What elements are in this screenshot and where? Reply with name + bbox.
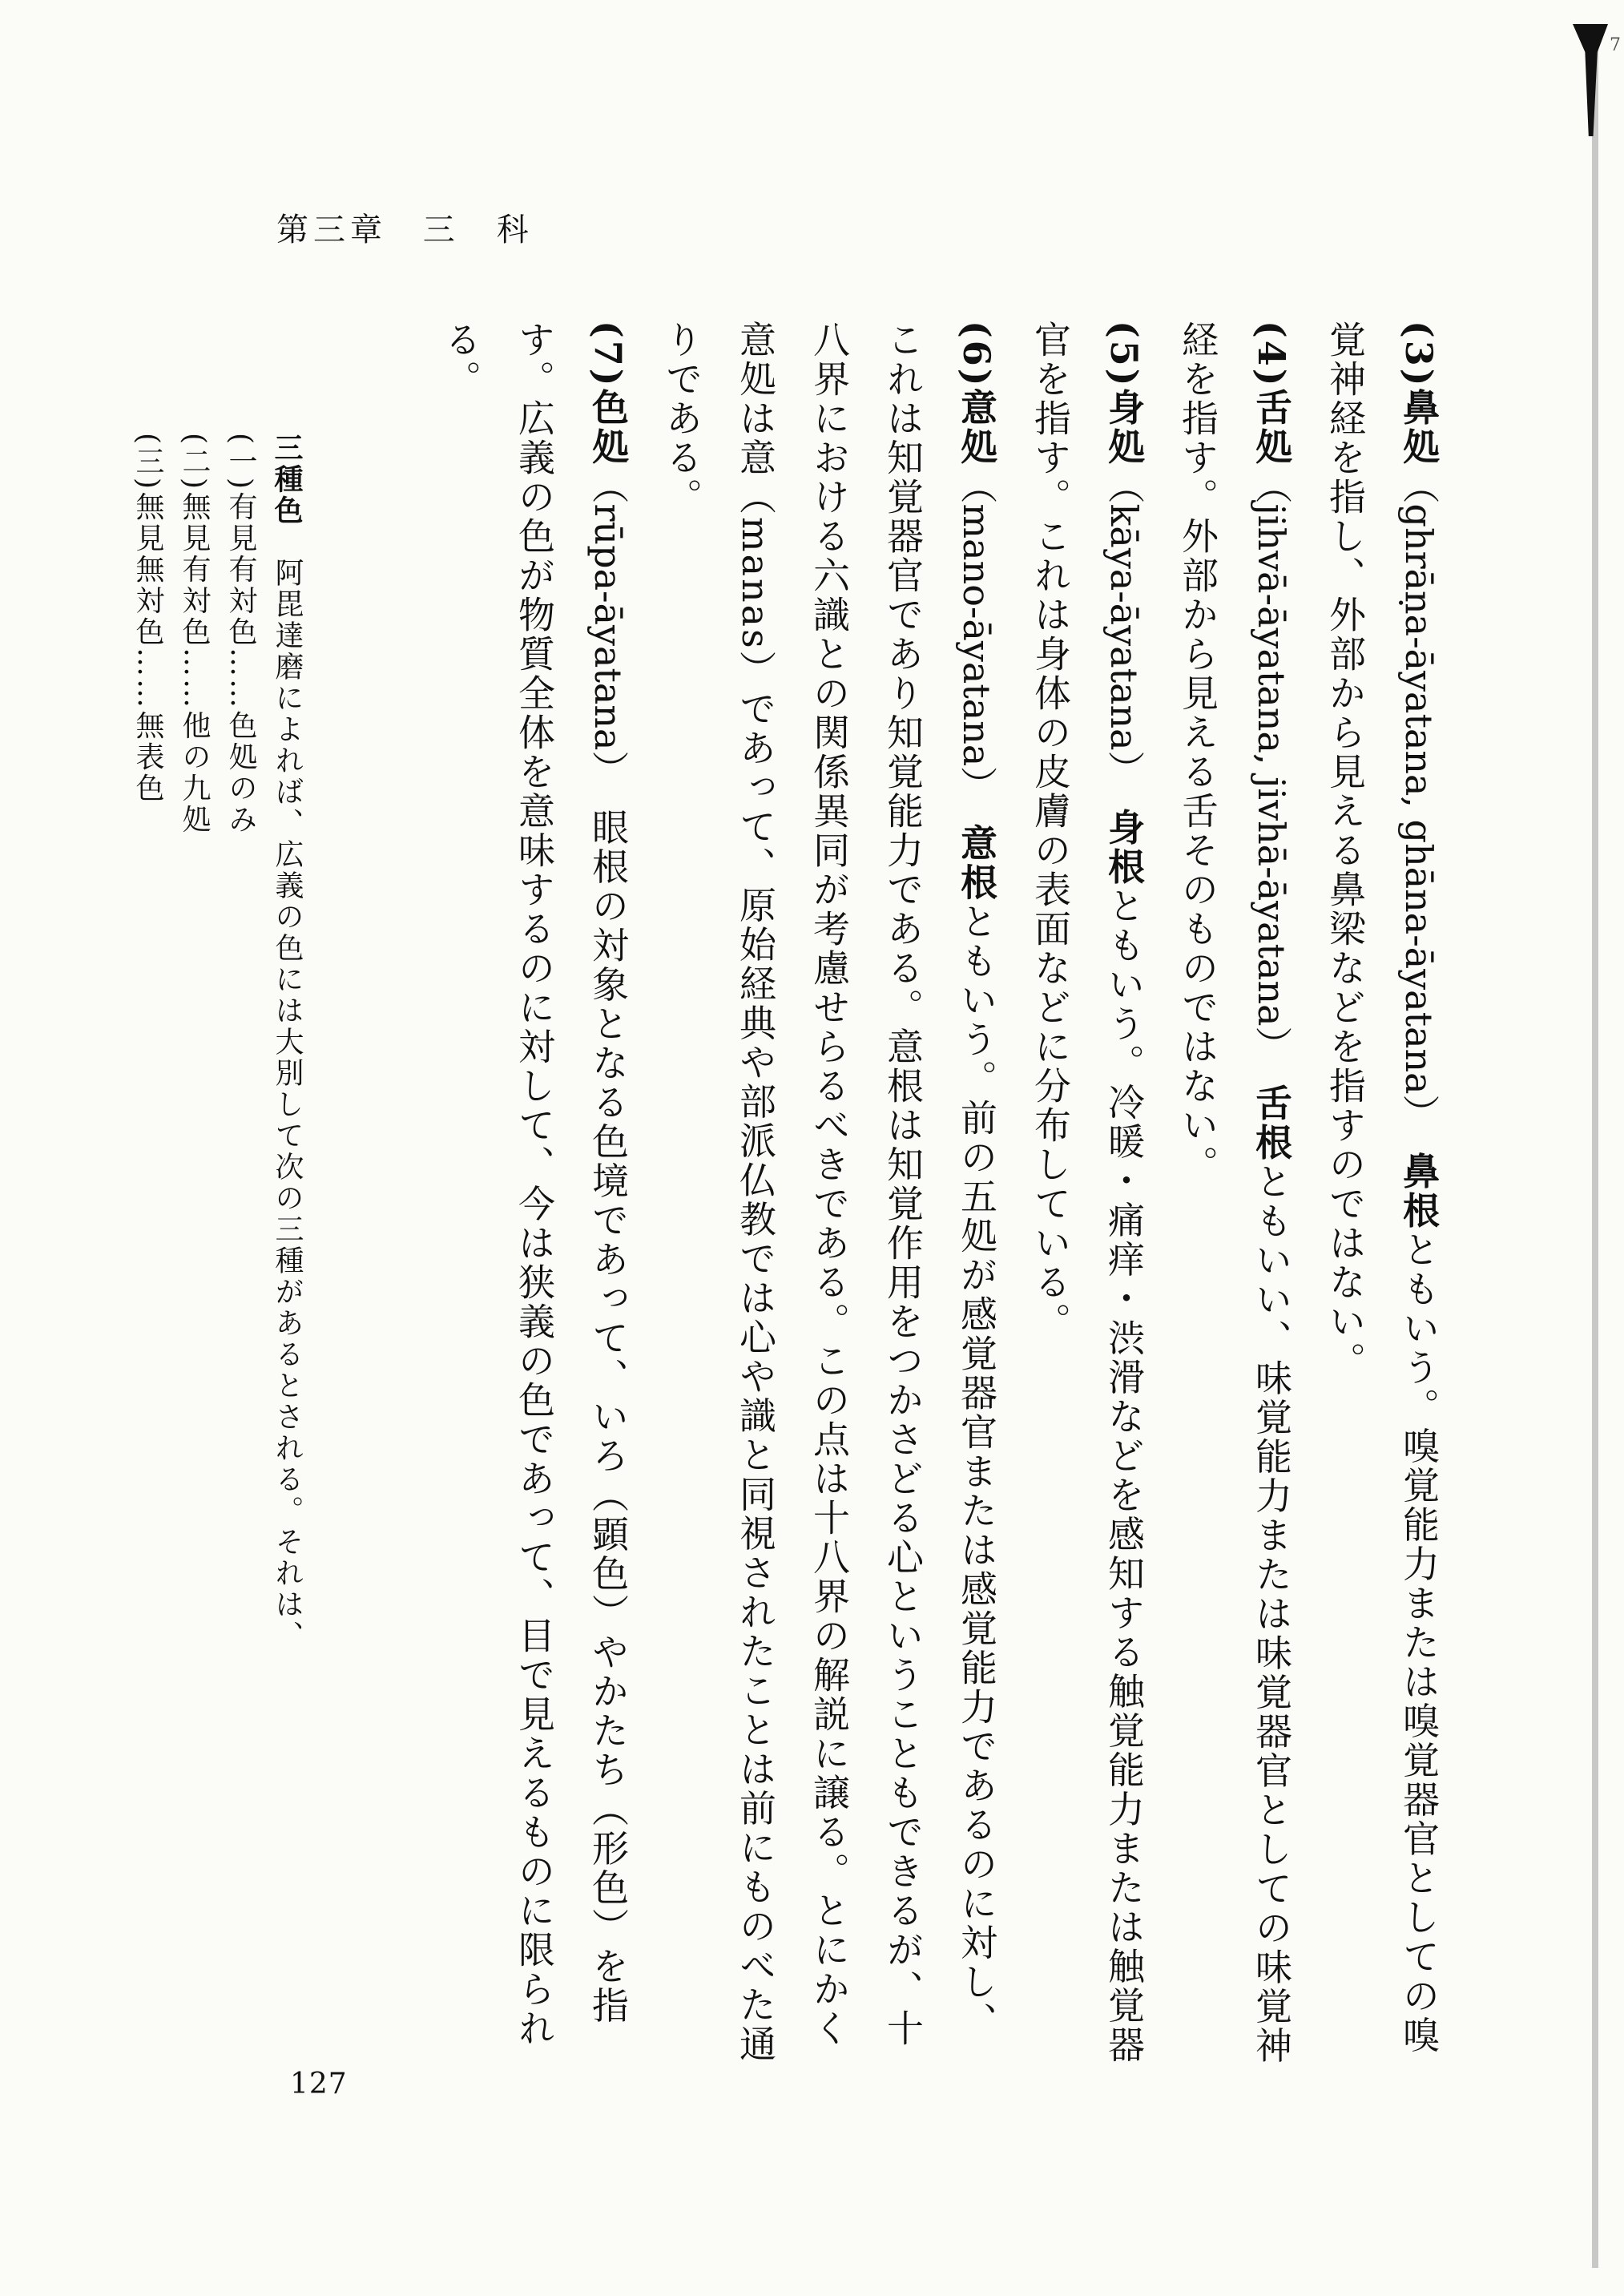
term-heading: 意処 bbox=[955, 388, 998, 467]
para-number: (6) bbox=[955, 321, 998, 389]
list-item: (三)無見無対色……無表色 bbox=[131, 433, 164, 805]
chapter-label: 第三章 bbox=[276, 212, 387, 248]
paragraph-mind bbox=[645, 321, 1013, 2068]
sanskrit-term: （ghrāṇa-āyatana, ghāna-āyatana） bbox=[1397, 466, 1441, 1113]
term-heading: 舌処 bbox=[1250, 388, 1293, 467]
term-heading: 色処 bbox=[586, 388, 630, 467]
sanskrit-term: （kāya-āyatana） bbox=[1102, 466, 1146, 769]
subsection-intro bbox=[264, 433, 310, 1795]
para-number: (3) bbox=[1397, 321, 1441, 389]
paragraph-text: ともいう。冷暖・痛痒・渋滑などを感知する触覚能力または触覚器官を指す。これは身体の皮膚の表面などに分布している。 bbox=[1029, 321, 1146, 2065]
three-kinds-of-color-section bbox=[124, 433, 310, 1795]
corner-mark: 7 bbox=[1610, 35, 1621, 55]
bold-term: 意根 bbox=[955, 824, 998, 903]
paragraph-nose bbox=[1308, 321, 1456, 2068]
paragraph-color bbox=[424, 321, 645, 2068]
scan-ink-blot bbox=[1573, 24, 1608, 136]
list-item: (一)有見有対色……色処のみ bbox=[224, 433, 257, 836]
paragraph-text: ともいい、味覚能力または味覚器官としての味覚神経を指す。外部から見える舌そのものではない。 bbox=[1176, 321, 1293, 2066]
page-number: 127 bbox=[290, 2068, 348, 2100]
scan-edge-artifact bbox=[1560, 0, 1624, 2296]
list-item: (二)無見有対色……他の九処 bbox=[178, 433, 211, 836]
paragraph-text: ともいう。前の五処が感覚器官または感覚能力であるのに対し、これは知覚器官であり知覚能力である。意根は知覚作用をつかさどる心ということもできるが、十八界における六識との関係異同が考慮せらるべきである。この点は十八界の解説に譲る。とにかく意処は意（manas）であって、原始経典や部派仏教では心や識と同視されたことは前にものべた通りである。 bbox=[660, 321, 998, 2064]
bold-term: 身根 bbox=[1102, 808, 1146, 887]
paragraph-text: 眼根の対象となる色境であって、いろ（顕色）やかたち（形色）を指す。広義の色が物質全体を意味するのに対して、今は狭義の色であって、目で見えるものに限られる。 bbox=[439, 321, 630, 2048]
scan-edge-line bbox=[1592, 24, 1598, 2268]
term-heading: 身処 bbox=[1102, 388, 1146, 467]
paragraph-text: ともいう。嗅覚能力または嗅覚器官としての嗅覚神経を指し、外部から見える鼻梁などを指すのではない。 bbox=[1324, 321, 1441, 2056]
sanskrit-term: （jihvā-āyatana, jivhā-āyatana） bbox=[1250, 466, 1293, 1045]
paragraph-body bbox=[1013, 321, 1161, 2068]
subsection-title: 三種色 bbox=[270, 433, 304, 527]
term-heading: 鼻処 bbox=[1397, 388, 1441, 467]
subsection-intro-text: 阿毘達磨によれば、広義の色には大別して次の三種があるとされる。それは、 bbox=[271, 558, 304, 1652]
sanskrit-term: （mano-āyatana） bbox=[955, 466, 998, 785]
paragraph-tongue bbox=[1161, 321, 1308, 2068]
sanskrit-term: （rūpa-āyatana） bbox=[586, 466, 630, 769]
bold-term: 鼻根 bbox=[1397, 1152, 1441, 1231]
para-number: (4) bbox=[1250, 321, 1293, 389]
running-header bbox=[276, 204, 554, 250]
chapter-title: 三 科 bbox=[422, 212, 534, 248]
para-number: (7) bbox=[586, 321, 630, 389]
para-number: (5) bbox=[1102, 321, 1146, 389]
bold-term: 舌根 bbox=[1250, 1083, 1293, 1163]
main-body-text bbox=[424, 321, 1456, 2068]
